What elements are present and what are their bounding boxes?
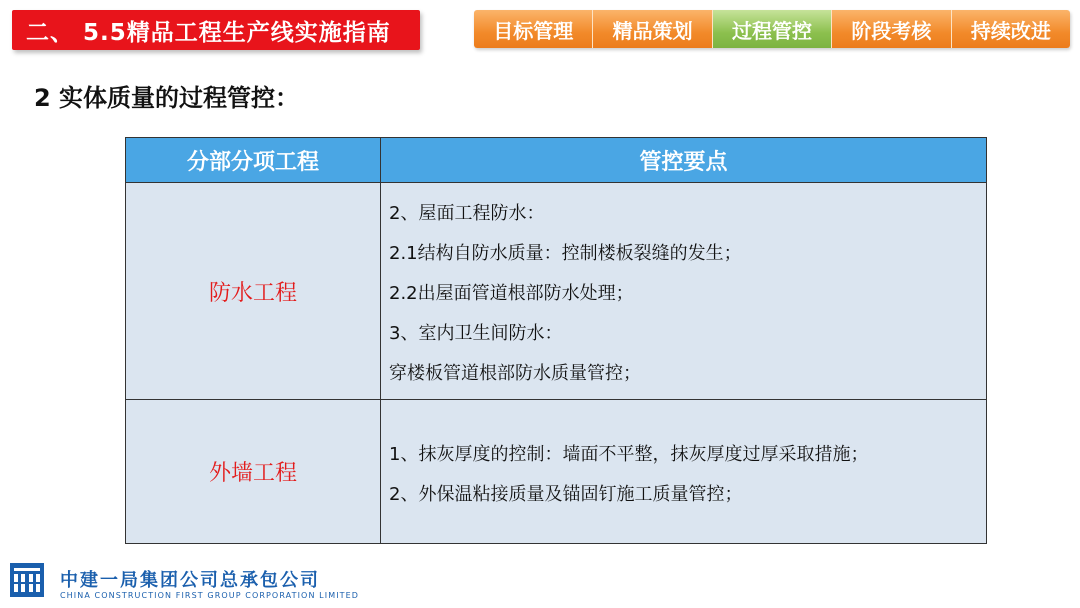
company-name-cn: 中建一局集团公司总承包公司 xyxy=(60,570,320,591)
tab-quality-planning[interactable]: 精品策划 xyxy=(593,10,712,48)
control-point: 穿楼板管道根部防水质量管控； xyxy=(389,363,641,384)
control-points-cell xyxy=(381,183,987,400)
category-exterior-wall: 外墙工程 xyxy=(126,400,381,544)
page-title: 二、 5.5精品工程生产线实施指南 xyxy=(12,10,420,50)
tab-target-management[interactable]: 目标管理 xyxy=(474,10,593,48)
tab-stage-assessment[interactable]: 阶段考核 xyxy=(832,10,951,48)
table-row xyxy=(126,183,987,400)
tab-continuous-improvement[interactable]: 持续改进 xyxy=(952,10,1070,48)
control-point: 1、抹灰厚度的控制：墙面不平整，抹灰厚度过厚采取措施； xyxy=(389,443,869,465)
control-point: 3、室内卫生间防水： xyxy=(389,323,563,344)
control-point: 2.1结构自防水质量：控制楼板裂缝的发生； xyxy=(389,243,742,264)
control-points-table xyxy=(125,137,987,544)
category-waterproofing: 防水工程 xyxy=(126,183,381,400)
table-row xyxy=(126,400,987,544)
column-header-division: 分部分项工程 xyxy=(126,138,381,183)
control-points-cell xyxy=(381,400,987,544)
company-name-en: CHINA CONSTRUCTION FIRST GROUP CORPORATION LIMITED xyxy=(60,591,360,600)
section-heading: 2 实体质量的过程管控： xyxy=(34,84,300,112)
section-nav xyxy=(474,10,1070,48)
table-header-row xyxy=(126,138,987,183)
company-logo-icon xyxy=(10,563,44,597)
column-header-control-points: 管控要点 xyxy=(381,138,987,183)
control-point: 2.2出屋面管道根部防水处理； xyxy=(389,283,634,304)
control-point: 2、屋面工程防水： xyxy=(389,203,545,224)
tab-process-control[interactable]: 过程管控 xyxy=(713,10,832,48)
control-point: 2、外保温粘接质量及锚固钉施工质量管控； xyxy=(389,483,743,505)
